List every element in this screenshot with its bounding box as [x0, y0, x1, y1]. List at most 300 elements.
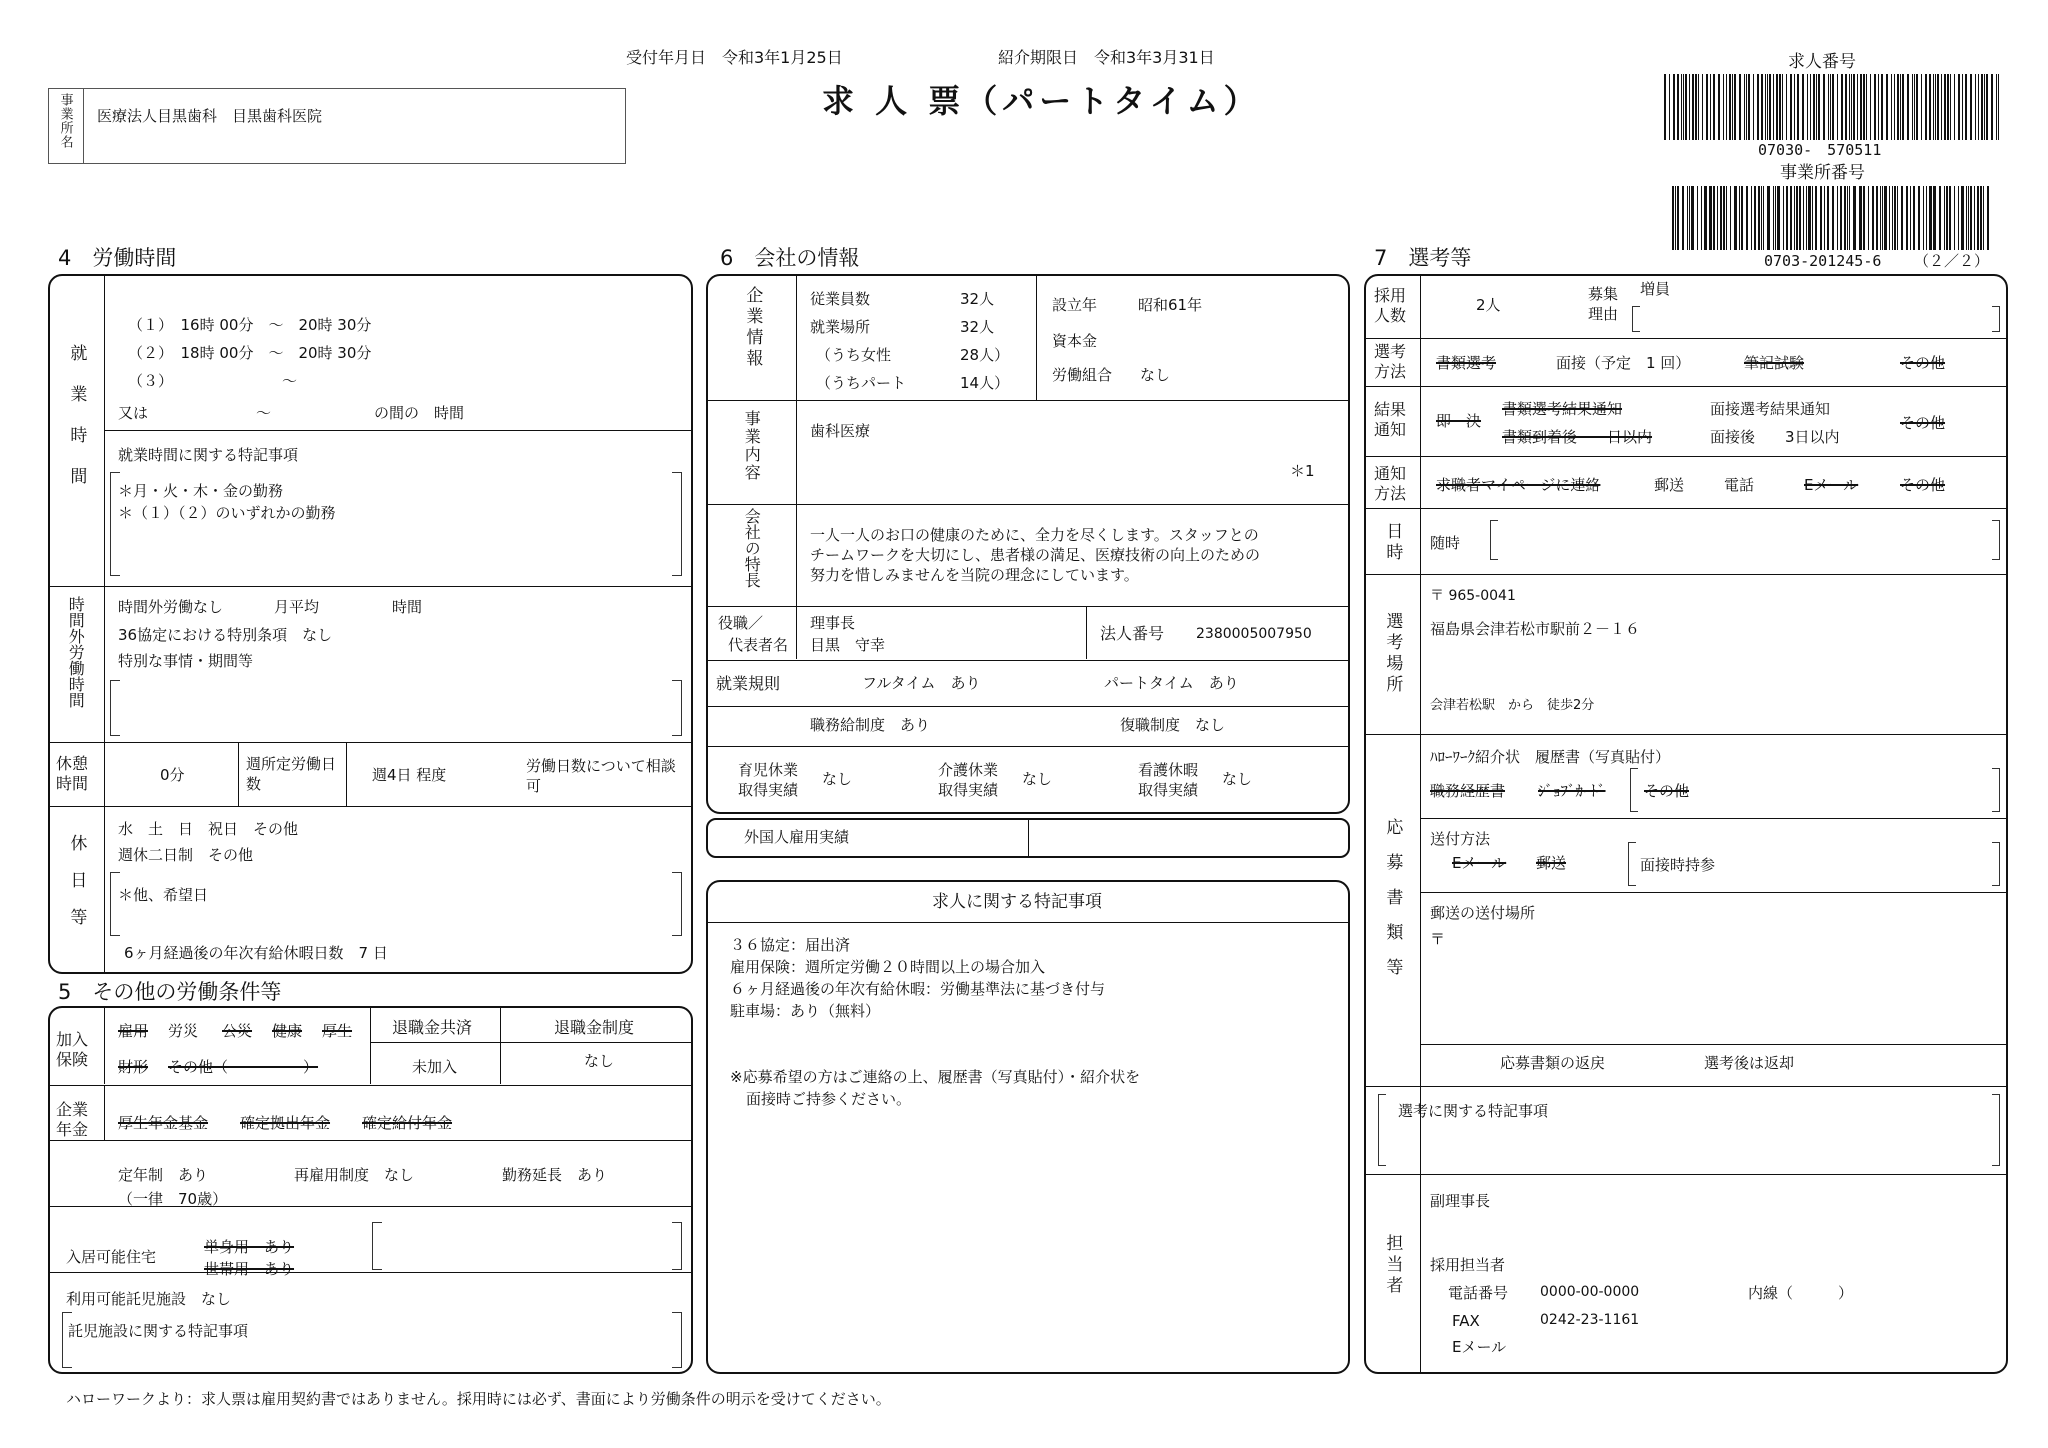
barcode-bar	[1761, 186, 1762, 250]
barcode-bar	[1717, 186, 1718, 250]
barcode-bar	[1840, 186, 1842, 250]
job-note-5: ※応募希望の方はご連絡の上、履歴書（写真貼付）・紹介状を	[730, 1068, 1141, 1086]
job-note-2: 雇用保険：週所定労働２０時間以上の場合加入	[730, 958, 1046, 976]
barcode-bar	[1998, 74, 2000, 140]
union-value: なし	[1140, 366, 1171, 384]
corp-number-label: 法人番号	[1100, 624, 1165, 643]
barcode-bar	[1706, 74, 1708, 140]
barcode-bar	[1944, 74, 1946, 140]
barcode-bar	[1934, 186, 1936, 250]
barcode-bar	[1902, 74, 1904, 140]
barcode-bar	[1818, 74, 1820, 140]
barcode-bar	[1802, 74, 1804, 140]
barcode-bar	[1767, 186, 1769, 250]
barcode-bar	[1859, 186, 1860, 250]
barcode-bar	[1673, 74, 1675, 140]
barcode-bar	[1886, 74, 1888, 140]
result-other: その他	[1900, 414, 1946, 432]
notify-label: 通知方法	[1374, 464, 1407, 503]
ins-other: その他（ ）	[168, 1058, 319, 1076]
barcode-bar	[1874, 74, 1876, 140]
features-2: チームワークを大切にし、患者様の満足、医療技術の向上のための	[810, 546, 1261, 564]
barcode-bar	[1968, 186, 1970, 250]
childcare-leave-value: なし	[822, 770, 853, 788]
barcode-bar	[1983, 186, 1984, 250]
barcode-bar	[1677, 186, 1679, 250]
barcode-bar	[1984, 74, 1985, 140]
barcode-bar	[1974, 186, 1975, 250]
barcode-bar	[1872, 186, 1874, 250]
barcode-bar	[1906, 186, 1908, 250]
barcode-bar	[1849, 74, 1850, 140]
rest-label: 休憩時間	[56, 754, 89, 793]
phone-label: 電話番号	[1448, 1284, 1509, 1302]
office-number-label: 事業所番号	[1780, 163, 1865, 183]
shift-3-tilde: ～	[282, 372, 298, 390]
ins-public: 公災	[222, 1022, 253, 1040]
barcode-bar	[1816, 74, 1817, 140]
barcode-bar	[1977, 186, 1979, 250]
method-label: 選考方法	[1374, 342, 1407, 381]
barcode-bar	[1832, 186, 1834, 250]
work-rules-parttime: パートタイム あり	[1104, 674, 1239, 692]
barcode-bar	[1713, 186, 1715, 250]
barcode-bar	[1748, 74, 1750, 140]
barcode-bar	[1916, 74, 1918, 140]
barcode-bar	[1987, 186, 1989, 250]
work-extension: 勤務延長 あり	[502, 1166, 608, 1184]
barcode-bar	[1807, 74, 1808, 140]
mail-address-zip: 〒	[1430, 930, 1446, 948]
barcode-bar	[1980, 186, 1982, 250]
result-interview-notice: 面接選考結果通知	[1710, 400, 1831, 418]
barcode-bar	[1912, 74, 1913, 140]
method-other: その他	[1900, 354, 1946, 372]
retirement-age-detail: （一律 70歳）	[118, 1190, 228, 1208]
barcode-bar	[1907, 74, 1909, 140]
barcode-bar	[1923, 186, 1924, 250]
barcode-bar	[1929, 186, 1931, 250]
barcode-bar	[1913, 186, 1915, 250]
section-7-title: 7 選考等	[1374, 246, 1472, 270]
barcode-bar	[1675, 186, 1676, 250]
carer-leave-value: なし	[1022, 770, 1053, 788]
section-6-title: 6 会社の情報	[720, 246, 860, 270]
barcode-bar	[1914, 74, 1916, 140]
part-label: （うちパート	[816, 374, 907, 392]
features-3: 努力を惜しみませんを当院の理念にしています。	[810, 566, 1139, 584]
barcode-bar	[1682, 186, 1684, 250]
barcode-bar	[1773, 74, 1774, 140]
barcode-bar	[1746, 74, 1748, 140]
send-method-label: 送付方法	[1430, 830, 1491, 848]
place-label: 選考場所	[1382, 612, 1403, 696]
barcode-bar	[1794, 186, 1795, 250]
barcode-bar	[1853, 74, 1855, 140]
barcode-bar	[1779, 74, 1781, 140]
barcode-bar	[1961, 186, 1963, 250]
job-note-1: ３６協定：届出済	[730, 936, 851, 954]
barcode-bar	[1863, 74, 1865, 140]
barcode-bar	[1891, 74, 1892, 140]
docs-jobcard: ｼﾞｮﾌﾞｶｰﾄﾞ	[1538, 782, 1606, 800]
corp-info-label: 企業情報	[742, 286, 763, 370]
ins-pension: 厚生	[322, 1022, 353, 1040]
barcode-bar	[1860, 186, 1862, 250]
barcode-bar	[1929, 74, 1931, 140]
job-pay-system: 職務給制度 あり	[810, 716, 931, 734]
office-name: 医療法人目黒歯科 目黒歯科医院	[97, 107, 323, 125]
barcode-bar	[1863, 186, 1865, 250]
barcode-bar	[1882, 186, 1884, 250]
barcode-bar	[1769, 74, 1771, 140]
barcode-bar	[1689, 74, 1690, 140]
barcode-bar	[1876, 186, 1878, 250]
corporate-pension-label: 企業年金	[56, 1100, 89, 1139]
contact-title: 副理事長	[1430, 1192, 1491, 1210]
barcode-bar	[1806, 186, 1808, 250]
barcode-bar	[1664, 74, 1666, 140]
nursing-leave-label: 看護休暇取得実績	[1138, 761, 1199, 799]
barcode-bar	[1761, 74, 1763, 140]
job-number-barcode	[1664, 74, 2000, 140]
holiday-3: ＊他、希望日	[118, 886, 209, 904]
barcode-bar	[1702, 74, 1704, 140]
barcode-bar	[1783, 186, 1784, 250]
barcode-bar	[1954, 74, 1956, 140]
barcode-bar	[1808, 186, 1810, 250]
barcode-bar	[1996, 74, 1997, 140]
barcode-bar	[1837, 186, 1838, 250]
send-email: Eメール	[1452, 854, 1507, 872]
founded-label: 設立年	[1052, 296, 1098, 314]
docs-career: 職務経歴書	[1430, 782, 1506, 800]
childcare-facility: 利用可能託児施設 なし	[66, 1290, 232, 1308]
barcode-bar	[1803, 186, 1804, 250]
job-number-label: 求人番号	[1788, 52, 1856, 72]
features-1: 一人一人のお口の健康のために、全力を尽くします。スタッフとの	[810, 526, 1259, 544]
barcode-bar	[1796, 186, 1798, 250]
rep-label-2: 代表者名	[728, 636, 789, 654]
barcode-bar	[1732, 74, 1733, 140]
barcode-bar	[1775, 186, 1777, 250]
barcode-bar	[1681, 74, 1682, 140]
childcare-leave-label: 育児休業取得実績	[738, 761, 799, 799]
barcode-bar	[1828, 74, 1829, 140]
barcode-bar	[1880, 186, 1881, 250]
place-zip: 〒 965-0041	[1430, 588, 1516, 604]
hours-special-2: ＊（１）（２）のいずれかの勤務	[118, 504, 336, 522]
barcode-bar	[1897, 74, 1899, 140]
barcode-bar	[1763, 186, 1765, 250]
docs-other: その他	[1644, 782, 1690, 800]
business-label: 事業内容	[742, 410, 762, 482]
office-number-barcode	[1672, 186, 1992, 250]
barcode-bar	[1978, 74, 1980, 140]
barcode-bar	[1950, 74, 1951, 140]
barcode-bar	[1734, 74, 1736, 140]
or-line: 又は	[118, 404, 149, 422]
barcode-bar	[1847, 186, 1848, 250]
barcode-bar	[1900, 74, 1901, 140]
contact-person: 採用担当者	[1430, 1256, 1506, 1274]
barcode-bar	[1726, 74, 1728, 140]
rest-value: 0分	[160, 766, 185, 784]
ins-health: 健康	[272, 1022, 303, 1040]
or-between: の間の 時間	[374, 404, 465, 422]
notify-other: その他	[1900, 476, 1946, 494]
working-days-note: 労働日数について相談可	[526, 757, 676, 795]
referral-period: 紹介期限日 令和3年3月31日	[998, 48, 1215, 67]
phone-value: 0000-00-0000	[1540, 1284, 1640, 1300]
rep-title: 理事長	[810, 614, 856, 632]
barcode-bar	[1767, 74, 1769, 140]
barcode-bar	[1820, 186, 1822, 250]
barcode-bar	[1868, 186, 1869, 250]
place-access: 会津若松駅 から 徒歩2分	[1430, 698, 1595, 713]
documents-label: 応募書類等	[1382, 818, 1403, 993]
barcode-bar	[1782, 74, 1783, 140]
barcode-bar	[1881, 74, 1883, 140]
retire-mutual-label: 退職金共済	[392, 1018, 473, 1037]
extension-label: 内線（ ）	[1748, 1284, 1854, 1302]
barcode-bar	[1698, 74, 1699, 140]
place-address: 福島県会津若松市駅前２－１６	[1430, 620, 1641, 638]
barcode-bar	[1832, 74, 1834, 140]
barcode-bar	[1958, 74, 1960, 140]
barcode-bar	[1746, 186, 1748, 250]
company-info-panel	[706, 274, 1350, 814]
barcode-bar	[1870, 74, 1872, 140]
fax-value: 0242-23-1161	[1540, 1312, 1640, 1328]
barcode-bar	[1966, 186, 1967, 250]
section-4-title: 4 労働時間	[58, 246, 177, 270]
holiday-1: 水 土 日 祝日 その他	[118, 820, 299, 838]
barcode-bar	[1723, 74, 1724, 140]
barcode-bar	[1860, 74, 1862, 140]
overtime-1: 時間外労働なし	[118, 598, 224, 616]
barcode-bar	[1986, 74, 1988, 140]
union-label: 労働組合	[1052, 366, 1113, 384]
barcode-bar	[1878, 74, 1879, 140]
pension-db: 確定給付年金	[362, 1114, 453, 1132]
barcode-bar	[1965, 74, 1967, 140]
return-label: 応募書類の返戻	[1500, 1054, 1606, 1072]
rep-label-1: 役職／	[718, 614, 764, 632]
barcode-bar	[1701, 186, 1703, 250]
barcode-bar	[1981, 74, 1983, 140]
work-rules-fulltime: フルタイム あり	[862, 674, 981, 692]
page-indicator: （２／２）	[1914, 252, 1990, 270]
retire-system-label: 退職金制度	[554, 1018, 635, 1037]
job-notes-panel	[706, 880, 1350, 1374]
barcode-bar	[1691, 186, 1693, 250]
barcode-bar	[1685, 74, 1687, 140]
barcode-bar	[1921, 74, 1922, 140]
childcare-note-label: 託児施設に関する特記事項	[68, 1322, 249, 1340]
barcode-bar	[1683, 74, 1685, 140]
barcode-bar	[1757, 74, 1759, 140]
page-title: 求 人 票（パートタイム）	[822, 82, 1261, 120]
barcode-bar	[1958, 186, 1960, 250]
barcode-bar	[1692, 74, 1694, 140]
barcode-bar	[1704, 186, 1706, 250]
overtime-2: 36協定における特別条項 なし	[118, 626, 333, 644]
reinstatement: 復職制度 なし	[1120, 716, 1226, 734]
ins-workers-comp: 労災	[168, 1022, 199, 1040]
barcode-bar	[1937, 74, 1939, 140]
barcode-bar	[1773, 186, 1774, 250]
barcode-bar	[1726, 186, 1727, 250]
barcode-bar	[1935, 74, 1937, 140]
working-hours-label: 就業時間	[66, 344, 87, 508]
barcode-bar	[1751, 186, 1752, 250]
foreign-employment-label: 外国人雇用実績	[744, 828, 850, 846]
barcode-bar	[1897, 186, 1898, 250]
women-value: 28人）	[960, 346, 1010, 364]
barcode-bar	[1925, 74, 1927, 140]
barcode-bar	[1713, 74, 1715, 140]
employees-label: 従業員数	[810, 290, 871, 308]
barcode-bar	[1799, 186, 1801, 250]
rep-name: 目黒 守幸	[810, 636, 886, 654]
founded-value: 昭和61年	[1138, 296, 1203, 314]
barcode-bar	[1949, 186, 1951, 250]
barcode-bar	[1926, 186, 1928, 250]
or-line-tilde: ～	[256, 404, 272, 422]
barcode-bar	[1844, 186, 1846, 250]
barcode-bar	[1810, 74, 1812, 140]
holiday-label: 休日等	[66, 834, 87, 945]
retire-mutual-value: 未加入	[412, 1058, 458, 1076]
carer-leave-label: 介護休業取得実績	[938, 761, 999, 799]
barcode-bar	[1954, 186, 1955, 250]
barcode-bar	[1758, 186, 1760, 250]
send-mail: 郵送	[1536, 854, 1567, 872]
barcode-bar	[1765, 74, 1766, 140]
email-label: Eメール	[1452, 1338, 1507, 1356]
barcode-bar	[1794, 74, 1795, 140]
part-value: 14人）	[960, 374, 1010, 392]
barcode-bar	[1813, 74, 1815, 140]
footer-notice: ハローワークより：求人票は雇用契約書ではありません。採用時には必ず、書面により労働条件の明示を受けてください。	[66, 1390, 891, 1408]
selection-note-label: 選考に関する特記事項	[1398, 1102, 1549, 1120]
barcode-bar	[1892, 186, 1894, 250]
notify-phone: 電話	[1724, 476, 1755, 494]
capital-label: 資本金	[1052, 332, 1098, 350]
barcode-bar	[1845, 74, 1847, 140]
date-value: 随時	[1430, 534, 1461, 552]
office-name-box	[48, 88, 626, 164]
weekly-days: 週4日 程度	[372, 766, 447, 784]
business-mark: ＊1	[1290, 462, 1315, 480]
pension-fund: 厚生年金基金	[118, 1114, 209, 1132]
barcode-bar	[1857, 74, 1858, 140]
mail-address-label: 郵送の送付場所	[1430, 904, 1536, 922]
barcode-bar	[1687, 186, 1688, 250]
barcode-bar	[1837, 74, 1838, 140]
barcode-bar	[1947, 74, 1949, 140]
barcode-bar	[1695, 74, 1697, 140]
barcode-bar	[1710, 74, 1711, 140]
retirement-age: 定年制 あり	[118, 1166, 209, 1184]
barcode-bar	[1812, 186, 1813, 250]
barcode-bar	[1669, 74, 1670, 140]
barcode-bar	[1944, 186, 1945, 250]
barcode-bar	[1970, 186, 1972, 250]
corp-number: 2380005007950	[1196, 626, 1312, 642]
contact-label: 担当者	[1382, 1234, 1403, 1297]
barcode-bar	[1991, 74, 1993, 140]
barcode-bar	[1939, 186, 1941, 250]
barcode-bar	[1962, 74, 1963, 140]
overtime-3: 特別な事情・期間等	[118, 652, 254, 670]
re-employment: 再雇用制度 なし	[294, 1166, 415, 1184]
holiday-2: 週休二日制 その他	[118, 846, 254, 864]
result-doc-notice: 書類選考結果通知	[1502, 400, 1623, 418]
barcode-bar	[1894, 186, 1896, 250]
office-number: 0703-201245-6	[1764, 252, 1882, 270]
result-label: 結果通知	[1374, 400, 1407, 439]
barcode-bar	[1946, 186, 1948, 250]
pension-dc: 確定拠出年金	[240, 1114, 331, 1132]
barcode-bar	[1866, 74, 1867, 140]
barcode-bar	[1753, 74, 1754, 140]
barcode-bar	[1889, 186, 1890, 250]
reason-value: 増員	[1640, 280, 1671, 298]
barcode-bar	[1697, 186, 1698, 250]
barcode-bar	[1744, 74, 1745, 140]
job-note-3: ６ヶ月経過後の年次有給休暇：労働基準法に基づき付与	[730, 980, 1106, 998]
barcode-bar	[1720, 186, 1722, 250]
barcode-bar	[1754, 186, 1756, 250]
barcode-bar	[1894, 74, 1896, 140]
barcode-bar	[1739, 74, 1741, 140]
barcode-bar	[1786, 186, 1788, 250]
date-label: 日時	[1382, 522, 1403, 564]
barcode-bar	[1672, 186, 1674, 250]
housing-label: 入居可能住宅	[66, 1248, 157, 1266]
method-documents: 書類選考	[1436, 354, 1497, 372]
job-notes-title: 求人に関する特記事項	[932, 892, 1102, 912]
barcode-bar	[1709, 186, 1710, 250]
ins-savings: 財形	[118, 1058, 149, 1076]
barcode-bar	[1677, 74, 1679, 140]
barcode-bar	[1710, 186, 1712, 250]
fax-label: FAX	[1452, 1312, 1480, 1330]
women-label: （うち女性	[816, 346, 892, 364]
barcode-bar	[1823, 74, 1825, 140]
shift-1: （１） 16時 00分 ～ 20時 30分	[128, 316, 372, 334]
barcode-bar	[1777, 186, 1779, 250]
overtime-monthly-label: 月平均	[274, 598, 320, 616]
barcode-bar	[1849, 186, 1851, 250]
barcode-bar	[1975, 74, 1976, 140]
barcode-bar	[1970, 74, 1972, 140]
barcode-bar	[1824, 186, 1825, 250]
barcode-bar	[1689, 186, 1691, 250]
barcode-bar	[1786, 74, 1788, 140]
housing-family: 世帯用 あり	[204, 1260, 295, 1278]
return-value: 選考後は返却	[1704, 1054, 1795, 1072]
barcode-bar	[1734, 186, 1736, 250]
overtime-hours-unit: 時間	[392, 598, 423, 616]
shift-3: （３）	[128, 372, 174, 390]
overtime-label: 時間外労働時間	[66, 596, 86, 708]
barcode-bar	[1910, 186, 1911, 250]
barcode-bar	[1790, 74, 1792, 140]
retire-system-value: なし	[584, 1052, 615, 1070]
